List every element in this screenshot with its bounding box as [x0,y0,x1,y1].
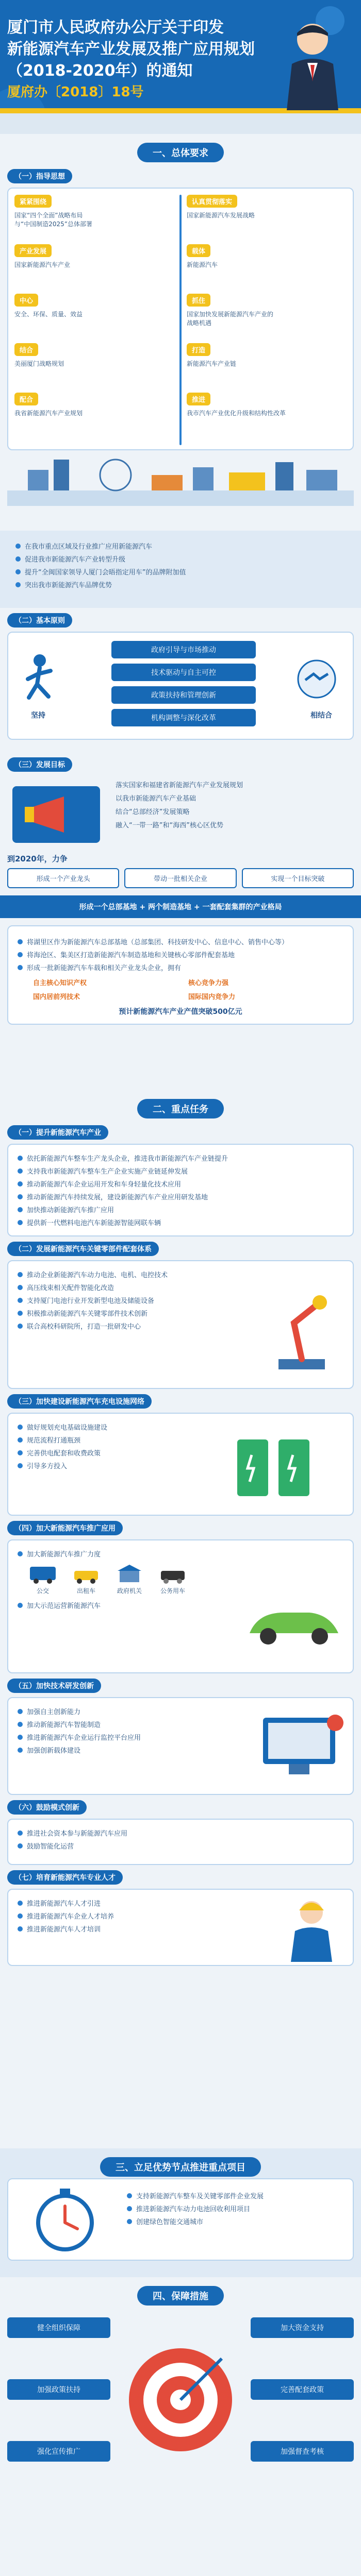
task5-card [7,1697,354,1795]
principles-section [0,608,361,752]
task-text: 推进新能源汽车人才引进 [27,1900,101,1908]
principle-item: 政策扶持和管理创新 [111,686,256,704]
fleet-label: 公务用车 [160,1587,185,1595]
right-column [187,195,352,442]
detail-item [18,962,343,972]
bullet-icon [15,544,21,549]
doc-number: 厦府办〔2018〕18号 [7,84,144,100]
bullet-icon [18,1463,23,1468]
title-line-3: （2018-2020年）的通知 [7,62,193,80]
fleet-item [114,1564,144,1595]
intro-line: 落实国家和福建省新能源汽车产业发展规划 [116,782,243,789]
monitor-icon [253,1707,346,1785]
left-item [14,343,174,393]
right-item [187,343,352,393]
task3-label: （三）加快建设新能源汽车充电设施网络 [7,1394,152,1409]
target-icon [119,2338,242,2472]
worker-icon [281,1895,342,1962]
section-projects [0,2148,361,2277]
bullet-icon [18,1272,23,1277]
bullet-icon [18,1181,23,1187]
bullet-icon [18,1843,23,1849]
task-text: 提供新一代燃料电池汽车新能源智能网联车辆 [27,1219,161,1227]
task-item [18,1828,343,1838]
right-item [187,393,352,442]
section-heading: 三、立足优势节点推进重点项目 [100,2157,261,2177]
task-item [18,1217,343,1227]
item-text: 美丽厦门战略规划 [14,360,64,367]
bullet-icon [18,1168,23,1174]
item-text: 战略机遇 [187,319,212,327]
project-text: 支持新能源汽车整车及关键零部件企业发展 [136,2193,264,2200]
task-text: 加快推动新能源汽车推广应用 [27,1207,114,1214]
runner-icon [22,653,58,700]
bullet-icon [18,1926,23,1931]
task-item [18,1192,343,1201]
bullet-icon [18,1285,23,1290]
task-item [18,1166,343,1176]
cityscape-icon [7,454,354,506]
safeguard-item: 完善配套政策 [251,2379,354,2400]
dev-goals-intro [7,776,354,853]
section-heading: 二、重点任务 [137,1099,224,1118]
fleet-label: 出租车 [76,1587,95,1595]
principles-list [111,641,256,726]
bus-icon [28,1564,58,1584]
dev-goals-label: （三）发展目标 [7,757,72,772]
task-text: 加强自主创新能力 [27,1708,81,1716]
item-title: 抓住 [187,294,210,307]
section-heading: 一、总体要求 [137,143,224,162]
fleet-icons [28,1564,333,1595]
task-item [18,1841,343,1851]
item-text: 我省新能源汽车产业规划 [14,410,83,417]
bullet-icon [18,1156,23,1161]
item-text: 与“中国制造2025”总体部署 [14,221,92,228]
goal-text: 促进我市新能源汽车产业转型升级 [25,556,126,564]
principles-label: （二）基本原则 [7,613,72,628]
task-text: 加大新能源汽车推广力度 [27,1551,101,1558]
electric-car-icon [242,1592,346,1654]
task-text: 引导多方投入 [27,1463,68,1470]
task7-card [7,1889,354,1966]
task-text: 支持我市新能源汽车整车生产企业实施产业链延伸发展 [27,1168,188,1176]
bullet-icon [18,965,23,970]
left-item [14,294,174,343]
detail-item [18,937,343,946]
project-item [127,2216,343,2226]
task6-label: （六）鼓励模式创新 [7,1800,87,1815]
bullet-icon [18,1913,23,1919]
left-item [14,195,174,244]
bullet-icon [15,582,21,587]
task4-card [7,1539,354,1673]
task-item [18,1308,244,1318]
safeguard-item: 加强督查考核 [251,2441,354,2462]
goal-text: 提升“全闽国家领导人厦门会晤指定用车”的品牌附加值 [25,569,186,577]
left-item [14,393,174,442]
task-text: 推动新能源汽车企业运用开发和车身轻量化技术应用 [27,1181,182,1189]
left-column [14,195,174,442]
robot-arm-icon [258,1272,346,1375]
right-item [187,195,352,244]
task-text: 鼓励智能化运营 [27,1843,74,1851]
left-item [14,244,174,294]
task4-label: （四）加大新能源汽车推广应用 [7,1521,123,1535]
item-title: 推进 [187,393,210,405]
bullet-icon [18,1324,23,1329]
bullet-icon [18,1901,23,1906]
task6-card [7,1819,354,1865]
megaphone-icon [7,776,110,848]
bullet-icon [127,2206,132,2211]
bullet-icon [18,1722,23,1727]
principles-right-label: 相结合 [310,711,332,720]
goal-item [15,541,346,551]
stopwatch-icon [24,2187,106,2253]
task-item [18,1205,343,1214]
item-text: 新能源汽车产业链 [187,360,237,367]
project-text: 创建绿色智能交通城市 [136,2218,204,2226]
task-text: 支持厦门电池行业开发新型电池及储能设备 [27,1297,155,1305]
title-line-2: 新能源汽车产业发展及推广应用规划 [7,40,255,58]
merit-item: 自主核心知识产权 [33,979,87,987]
merit-item: 国内居前列技术 [33,993,80,1001]
fleet-item [71,1564,101,1595]
taxi-icon [71,1564,101,1584]
bullet-icon [18,1551,23,1556]
item-text: 国家新能源汽车产业 [14,261,71,268]
merit-item: 国际国内竞争力 [188,993,236,1001]
safeguard-item: 健全组织保障 [7,2317,110,2338]
safeguard-item: 强化宣传推广 [7,2441,110,2462]
target-box: 带动一批相关企业 [124,868,236,888]
project-text: 推进新能源汽车动力电池回收利用项目 [136,2206,251,2213]
bullet-icon [18,1194,23,1199]
bullet-icon [18,1735,23,1740]
item-title: 打造 [187,343,210,356]
task-text: 加强创新载体建设 [27,1747,81,1755]
item-title: 产业发展 [14,244,52,257]
bullet-icon [18,1748,23,1753]
detail-text: 将湖里区作为新能源汽车总部基地（总部集团、科技研发中心、信息中心、销售中心等） [27,939,289,946]
task-text: 依托新能源汽车整车生产龙头企业，推进我市新能源汽车产业链提升 [27,1155,228,1163]
projects-card [7,2178,354,2261]
output-value: 预计新能源汽车产业产值突破500亿元 [119,1008,242,1016]
principle-item: 机构调整与深化改革 [111,709,256,726]
item-title: 配合 [14,393,38,405]
intro-line: 以我市新能源汽车产业基础 [116,795,196,803]
task-text: 推进社会资本参与新能源汽车应用 [27,1830,128,1838]
official-car-icon [158,1564,188,1584]
bullet-icon [18,1709,23,1714]
bullet-icon [18,952,23,957]
principles-card [7,632,354,740]
item-title: 结合 [14,343,38,356]
goal-item [15,567,346,577]
task3-card [7,1413,354,1516]
dev-goals-section [0,752,361,1092]
handshake-icon [296,658,337,700]
bullet-icon [127,2219,132,2224]
task-text: 积极推动新能源汽车关键零部件技术创新 [27,1310,148,1318]
task-text: 推进新能源汽车企业运行监控平台应用 [27,1734,141,1742]
item-text: 我市汽车产业优化升级和结构性改革 [187,410,286,417]
intro-line: 融入“一带一路”和“海西”核心区优势 [116,822,223,829]
target-box: 形成一个产业龙头 [7,868,119,888]
bullet-icon [18,1207,23,1212]
fleet-label: 公交 [36,1587,49,1595]
task-text: 推进新能源汽车人才培训 [27,1926,101,1934]
merit-item: 核心竞争力强 [188,979,229,987]
task-text: 推动新能源汽车智能制造 [27,1721,101,1729]
bullet-icon [15,569,21,574]
section-heading: 四、保障措施 [137,2286,224,2306]
bullet-icon [15,556,21,562]
guiding-card [7,188,354,450]
project-item [127,2204,343,2213]
principles-left-label: 坚持 [31,711,45,720]
task-text: 做好规划充电基础设施建设 [27,1424,108,1432]
bullet-icon [18,1437,23,1443]
guiding-label: （一）指导思想 [7,169,72,183]
principle-item: 技术驱动与自主可控 [111,664,256,681]
structure-banner: 形成一个总部基地 + 两个制造基地 + 一套配套集群的产业格局 [0,895,361,918]
task-text: 完善供电配套和收费政策 [27,1450,101,1458]
bullet-icon [18,1603,23,1608]
principle-item: 政府引导与市场推动 [111,641,256,658]
right-item [187,294,352,343]
fleet-item [28,1564,58,1595]
task-text: 加大示范运营新能源汽车 [27,1602,101,1610]
goal-item [15,554,346,564]
merits-grid [33,977,328,1001]
task-item [18,1295,244,1305]
section-key-tasks [0,1092,361,2148]
section-safeguards [0,2277,361,2550]
goal-item [15,580,346,589]
task-item [18,1269,244,1279]
safeguards-right [251,2317,354,2462]
target-boxes [7,868,354,888]
header [0,0,361,134]
task-item [18,1153,343,1163]
item-text: 国家新能源汽车发展战略 [187,212,255,219]
government-building-icon [114,1564,144,1584]
task-item [18,1321,244,1331]
title-line-1: 厦门市人民政府办公厅关于印发 [7,19,224,37]
goal-text: 在我市重点区域及行业推广应用新能源汽车 [25,543,153,551]
detail-item [18,950,343,959]
bullet-icon [18,1831,23,1836]
charging-station-icon [227,1424,346,1506]
bullet-icon [127,2193,132,2198]
safeguard-item: 加大资金支持 [251,2317,354,2338]
fleet-item [158,1564,188,1595]
item-title: 载体 [187,244,210,257]
task1-card [7,1144,354,1236]
task-text: 推进新能源汽车企业人才培养 [27,1913,114,1921]
task-text: 推动新能源汽车持续发展，建设新能源汽车产业应用研发基地 [27,1194,208,1201]
task-text: 推动企业新能源汽车动力电池、电机、电控技术 [27,1272,168,1279]
task2-card [7,1260,354,1389]
bullet-icon [18,1220,23,1225]
task-text: 规范流程打通瓶颈 [27,1437,81,1445]
intro-line: 结合“总部经济”发展策略 [116,808,190,816]
bullet-icon [18,1425,23,1430]
item-title: 中心 [14,294,38,307]
item-title: 认真贯彻落实 [187,195,237,208]
bullet-icon [18,1450,23,1455]
item-text: 新能源汽车 [187,261,218,268]
project-item [127,2191,343,2200]
bullet-icon [18,939,23,944]
right-item [187,244,352,294]
task-text: 高压线束相关配件智能化改造 [27,1284,114,1292]
task-item [18,1549,343,1558]
task1-label: （一）提升新能源汽车产业 [7,1125,108,1140]
item-text: 国家加快发展新能源汽车产业的 [187,311,274,318]
safeguard-item: 加强政策扶持 [7,2379,110,2400]
item-title: 紧紧围绕 [14,195,52,208]
task2-label: （二）发展新能源汽车关键零部件配套体系 [7,1242,159,1256]
task5-label: （五）加快技术研发创新 [7,1679,101,1693]
goals-band [0,531,361,608]
bullet-icon [18,1311,23,1316]
bullet-icon [18,1298,23,1303]
item-text: 国家“四个全面”战略布局 [14,212,83,219]
fleet-label: 政府机关 [117,1587,142,1595]
structure-detail-card [7,925,354,1025]
task7-label: （七）培育新能源汽车专业人才 [7,1870,123,1885]
task-item [18,1282,244,1292]
section-overall [0,134,361,531]
safeguards-layout [7,2307,354,2534]
official-figure-icon [276,18,349,110]
center-divider [179,195,182,445]
detail-text: 将海沧区、集美区打造新能源汽车制造基地和关键核心零部件配套基地 [27,952,235,959]
task-item [18,1179,343,1189]
year-line: 到2020年，力争 [7,854,68,863]
goal-text: 突出我市新能源汽车品牌优势 [25,582,112,589]
item-text: 安全、环保、质量、效益 [14,311,83,318]
detail-text: 形成一批新能源汽车车载和相关产业龙头企业，拥有 [27,964,182,972]
safeguards-left [7,2317,110,2462]
task-text: 联合高校科研院所，打造一批研发中心 [27,1323,141,1331]
target-box: 实现一个目标突破 [242,868,354,888]
